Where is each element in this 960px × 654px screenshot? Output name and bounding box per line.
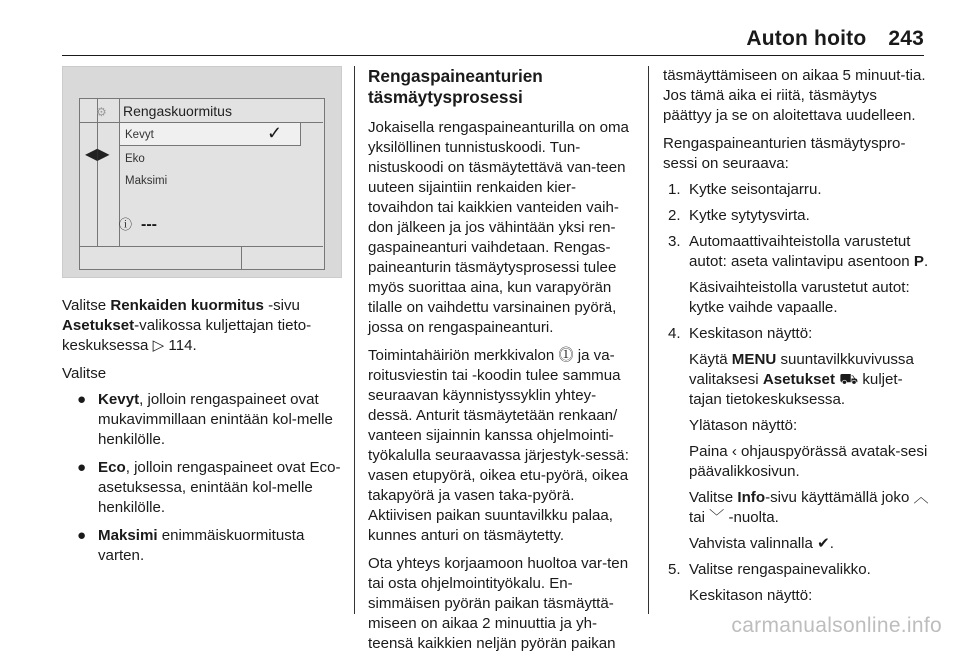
step-4: 4. Keskitason näyttö: Käytä MENU suuntavilkkuvivussa valitaksesi Asetukset ⛟ kuljet-tajan tietokeskuksessa. Ylätason näyttö: Paina ‹ ohjauspyörässä avatak-sesi päävalikkosivun. Valitse Info-sivu käyttämällä joko ︿ tai ﹀ -nuolta. Vahvista valinnalla ✔. [668,325,929,552]
step-5: 5. Valitse rengaspainevalikko. Keskitason näyttö: [668,561,871,604]
checkmark-icon: ✔ [817,535,830,552]
car-settings-icon: ⛟ [839,371,859,388]
header-rule [62,55,924,56]
column-3 [663,66,929,612]
display-illustration [62,66,342,278]
paragraph-1: Jokaisella rengaspaineanturilla on oma yksilöllinen tunnistuskoodi. Tun-nistuskoodi on täsmäytettävä van-teen uuteen sijaintiin renkaiden kier-tovaihdon tai kaikkien vanteiden vaih-don jälkeen ja jos vähintään yksi ren-gaspaineanturi vaihdetaan. Rengas-paineanturin täsmäytysprosessi tulee myös suorittaa aina, kun varapyörän tilalle on vaihdettu varsinainen pyörä, jossa on rengaspaineanturi. [368,119,629,336]
section-heading: Rengaspaineanturien täsmäytysprosessi [368,66,543,107]
steps-list [663,180,929,606]
select-label: Valitse [62,365,107,382]
menu-item-maksimi: Maksimi [125,175,168,187]
step-1: 1. Kytke seisontajarru. [668,181,822,198]
watermark: carmanualsonline.info [731,614,942,637]
page-ref-icon: ▷ [152,337,165,354]
left-right-arrows-icon: ◀▶ [85,146,110,163]
list-item: ● Maksimi enimmäiskuormitusta varten. [77,527,305,564]
list-item: ● Kevyt, jolloin rengaspaineet ovat mukavimmillaan enintään kol-melle henkilölle. [77,391,333,448]
chevron-down-icon: ﹀ [709,509,725,526]
warning-lamp-icon: ⓵ [558,347,574,364]
display-title: Rengaskuormitus [123,103,232,119]
paragraph-2: Toimintahäiriön merkkivalon ⓵ ja va-roitusviestin tai -koodin tulee sammua seuraavan käynnistyssyklin yhtey-dessä. Anturit täsmäytetään renkaan/ vanteen sijainnin kanssa ohjelmointi-työkalulla seuraavassa järjestyk-sessä: vasen etupyörä, oikea etu-pyörä, oikea takapyörä ja vasen taka-pyörä. Aktiivisen paikan suuntavilkku palaa, kunnes anturi on täsmäytetty. [368,347,629,544]
column-2 [368,66,634,654]
column-1 [62,66,344,574]
paragraph-3: Ota yhteys korjaamoon huoltoa var-ten tai osta ohjelmointityökalu. En-simmäisen pyörän paikan täsmäyttä-miseen on aikaa 2 minuuttia ja yh-teensä kaikkien neljän pyörän paikan [368,555,629,652]
step-2: 2. Kytke sytytysvirta. [668,207,810,224]
checkmark-icon: ✓ [267,123,283,143]
column-divider-2 [648,66,649,614]
list-item: ● Eco, jolloin rengaspaineet ovat Eco-asetuksessa, enintään kol-melle henkilölle. [77,459,341,516]
steps-intro: Rengaspaineanturien täsmäytyspro-sessi on seuraava: [663,135,906,172]
page-header [746,27,924,51]
chevron-left-icon: ‹ [731,443,737,460]
header-title: Auton hoito [746,27,867,50]
page-number: 243 [888,27,924,50]
settings-icon: ⚙ [96,105,107,119]
intro-paragraph: Valitse Renkaiden kuormitus -sivu Asetukset-valikossa kuljettajan tieto-keskuksessa ▷ 114. [62,297,312,354]
menu-item-eko: Eko [125,153,145,165]
display-bottom-value: --- [141,216,157,233]
paragraph-continued: täsmäyttämiseen on aikaa 5 minuut-tia. Jos tämä aika ei riitä, täsmäytys päättyy ja se on aloitettava uudelleen. [663,67,926,124]
tpms-icon: ⓘ [119,217,133,232]
step-3: 3. Automaattivaihteistolla varustetut autot: aseta valintavipu asentoon P. Käsivaihteistolla varustetut autot: kytke vaihde vapaalle. [668,233,929,316]
chevron-up-icon: ︿ [913,489,929,506]
menu-item-kevyt: Kevyt [125,129,154,141]
load-options-list [62,390,344,566]
column-divider-1 [354,66,355,614]
